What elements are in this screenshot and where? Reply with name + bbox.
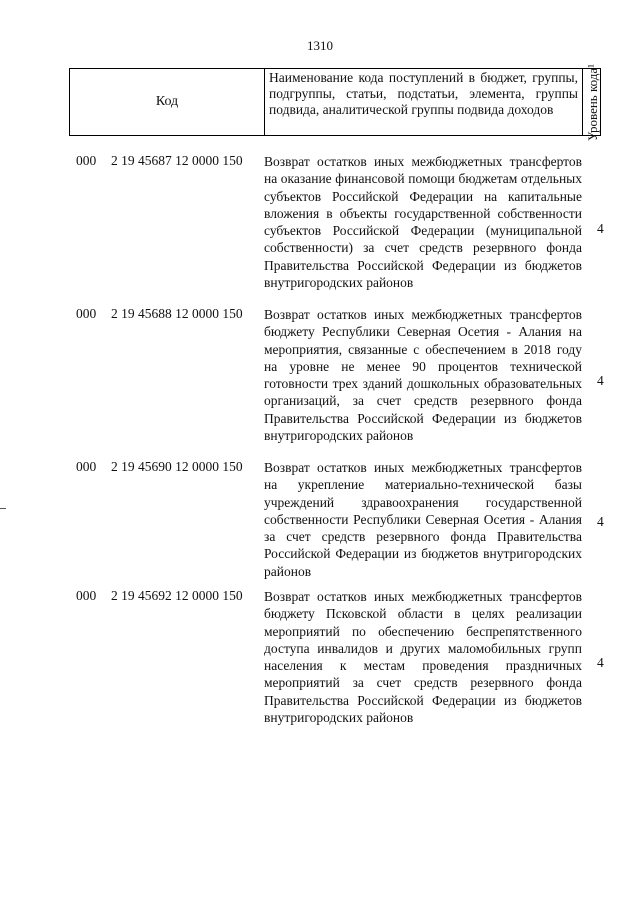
row-admin-code: 000 <box>76 588 97 603</box>
table-header <box>69 63 601 141</box>
header-name: Наименование кода поступлений в бюджет, группы, подгруппы, статьи, подстатьи, элемента, группы подвида, аналитической группы подвида доходов <box>265 69 583 135</box>
row-description: Возврат остатков иных межбюджетных трансфертов на оказание финансовой помощи бюджетам отдельных субъектов Российской Федерации на капитальные вложения в объекты государственной собственности субъектов Российской Федерации (муниципальной собственности) за счет средств резервного фонда Правительства Российской Федерации из бюджетов внутригородских районов <box>264 154 582 291</box>
row-admin-code: 000 <box>76 459 97 474</box>
row-level: 4 <box>597 655 604 670</box>
row-income-code: 2 19 45692 12 0000 150 <box>111 588 243 603</box>
row-admin-code: 000 <box>76 153 97 168</box>
row-description: Возврат остатков иных межбюджетных трансфертов бюджету Псковской области в целях реализации мероприятий по обеспечению беспрепятственного доступа инвалидов и других маломобильных групп населения к местам проведения праздничных мероприятий за счет средств резервного фонда Правительства Российской Федерации из бюджетов внутригородских районов <box>264 589 582 726</box>
header-level-label: Уровень кода¹ <box>585 63 600 141</box>
row-income-code: 2 19 45687 12 0000 150 <box>111 153 243 168</box>
row-level: 4 <box>597 221 604 236</box>
row-income-code: 2 19 45690 12 0000 150 <box>111 459 243 474</box>
margin-mark <box>0 508 6 509</box>
page-number: 1310 <box>307 38 333 53</box>
row-description: Возврат остатков иных межбюджетных трансфертов на укрепление материально-технической базы учреждений здравоохранения государственной собственности Республики Северная Осетия - Алания за счет средств резервного фонда Правительства Российской Федерации из бюджетов внутригородских районов <box>264 460 582 579</box>
row-income-code: 2 19 45688 12 0000 150 <box>111 306 243 321</box>
row-level: 4 <box>597 373 604 388</box>
header-level <box>584 63 601 141</box>
row-admin-code: 000 <box>76 306 97 321</box>
row-level: 4 <box>597 514 604 529</box>
header-code: Код <box>70 69 265 135</box>
row-description: Возврат остатков иных межбюджетных трансфертов бюджету Республики Северная Осетия - Алания на мероприятия, связанные с обеспечением в 2018 году на уровне не менее 90 процентов технической готовности трех зданий дошкольных образовательных организаций, за счет средств резервного фонда Правительства Российской Федерации из бюджетов внутригородских районов <box>264 307 582 444</box>
